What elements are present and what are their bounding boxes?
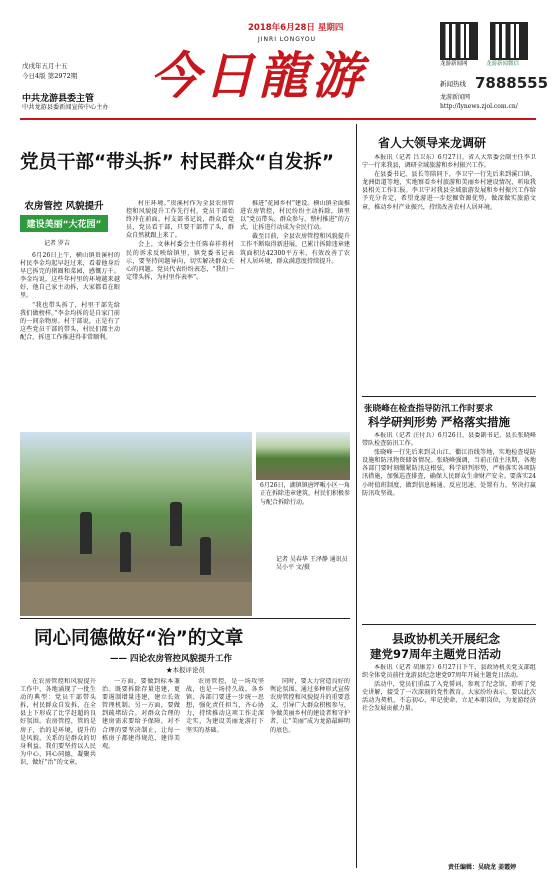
qr-caption-news-site: 龙游新闻网 <box>440 61 468 67</box>
article-1-body <box>362 154 536 394</box>
lead-paragraph: 截至目前，全县农房管控和风貌提升工作不断取得新进展，已累计拆除违章建筑面积达42300平方米，有效改善了农村人居环境，群众满意度持续提升。 <box>240 233 350 265</box>
article-2-lead: 本报讯（记者 汪付兵）6月26日，县委副书记、县长张晓峰带队检查防汛工作。 <box>362 432 536 448</box>
commentary-column-3 <box>186 678 264 872</box>
lead-paragraph: “我也带头拆了，村里干部先给我们做榜样。”李金均拆的是自家门前的一间杂物房。村干部说，正是有了这些党员干部的带头，村民们都主动配合，拆违工作推进得非常顺利。 <box>20 301 120 341</box>
sponsor: 中共龙游县委主管 <box>22 94 95 104</box>
commentary-column-2 <box>102 678 180 872</box>
hotline-label: 新闻热线 <box>440 80 466 88</box>
masthead-rule <box>20 118 536 120</box>
masthead-title: 今日龍游 <box>150 46 366 105</box>
article-2-paragraph: 张晓峰一行先后来到灵山江、衢江沿线等地，实地检查堤防设施和防汛物资储备情况。张晓峰强调，当前正值主汛期，各地各部门要时刻绷紧防汛这根弦，科学研判形势，严格落实各项防汛措施，加强巡查排查，确保人民群众生命财产安全。要落实24小时值班制度，做到信息畅通、反应迅速、处置有力，坚决打赢防汛攻坚战。 <box>362 449 536 497</box>
article-3-subtitle: 建党97周年主题党日活动 <box>370 647 502 661</box>
commentary-paragraph: 一方面，要做到标本兼治。既要拆除存量违建，更要遏制增量违建，建立长效管理机制。另一方面，要做到疏堵结合。对群众合理的建房需求要给予保障，对不合理的要坚决制止，让每一栋房子都建得规范、建得美观。 <box>102 678 180 750</box>
column-divider <box>356 124 357 868</box>
lead-byline: 记者 罗吉 <box>44 240 70 247</box>
qr-caption-wechat: 龙游新闻微信 <box>486 61 520 67</box>
lead-column-1 <box>20 252 120 432</box>
website-label: 龙游新闻网 <box>440 94 471 101</box>
lead-box-line1: 农房管控 风貌提升 <box>24 201 104 212</box>
lead-box-line2: 建设美丽“大花园” <box>20 215 108 232</box>
commentary-byline: ★本报评论员 <box>166 666 205 674</box>
divider <box>20 618 350 619</box>
editor-credit: 责任编辑：吴晓龙 姜霞婷 <box>448 864 517 871</box>
commentary-paragraph: 同时，要大力营造良好的舆论氛围。通过多种形式宣传农房管控和风貌提升的重要意义，引导广大群众积极参与，争做美丽乡村的建设者和守护者，让“美丽”成为龙游最鲜明的底色。 <box>270 678 350 734</box>
publisher: 中共龙游县委新闻宣传中心主办 <box>22 104 109 111</box>
lead-paragraph: 推进“花园乡村”建设。横山镇全面推进农房管控，村民纷纷主动拆除，镇里以“党员带头、群众参与、整村推进”的方式，让拆违行动成为全民行动。 <box>240 200 350 232</box>
commentary-column-1 <box>20 678 96 872</box>
issue-date: 2018年6月28日 星期四 <box>248 23 344 33</box>
article-3-title: 县政协机关开展纪念 <box>392 632 501 646</box>
article-1-title: 省人大领导来龙调研 <box>378 136 487 150</box>
lead-headline: 党员干部“带头拆” 村民群众“自发拆” <box>20 152 335 173</box>
commentary-paragraph: 农房管控，是一场攻坚战，也是一场持久战。各乡镇、各部门要进一步统一思想，强化责任担当，齐心协力，持续推动这项工作走深走实，为建设美丽龙游打下坚实的基础。 <box>186 678 264 734</box>
website-url[interactable]: http://lynews.zjol.com.cn/ <box>440 103 518 110</box>
masthead-pinyin: JINRI LONGYOU <box>258 36 317 43</box>
lead-paragraph: 村庄环境。”贵溪村作为全县农房管控和风貌提升工作先行村，党员干部始终冲在前面。村支部书记说，群众看党员，党员看干部，只要干部带了头，群众自然就跟上来了。 <box>126 200 234 240</box>
article-1-lead: 本报讯（记者 吕卫东）6月27日，省人大常委会副主任李卫宁一行来我县，调研全域旅游和乡村振兴工作。 <box>362 154 536 170</box>
commentary-subtitle: —— 四论农房管控风貌提升工作 <box>110 654 232 664</box>
photo-credit: 记者 吴春华 王泽静 通讯员 吴小平 文/摄 <box>276 556 348 572</box>
lead-photo <box>20 432 252 616</box>
article-2-subtitle: 科学研判形势 严格落实措施 <box>368 415 511 429</box>
photo-caption: 6月26日，湖镇镇唐坪畈小区一角正在拆除违章建筑，村民们积极参与配合拆除行动。 <box>260 482 351 506</box>
lead-column-2 <box>126 200 234 432</box>
article-2-body <box>362 432 536 620</box>
article-3-body <box>362 664 536 860</box>
divider <box>362 396 536 397</box>
article-2-title: 张晓峰在检查指导防汛工作时要求 <box>364 404 493 414</box>
lead-photo-inset <box>256 432 350 480</box>
qr-code-news-site <box>440 22 478 60</box>
commentary-paragraph: 在农房管控和风貌提升工作中，各地涌现了一批生动的典型：党员干部带头拆，村民群众自发拆，在全县上下形成了比学赶超的良好氛围。农房管控，管的是房子，治的是环境，提升的是风貌，关系的是群众的切身利益。我们要坚持以人民为中心，同心同德，凝聚共识，做好“治”的文章。 <box>20 678 96 766</box>
article-1-paragraph: 在县委书记、县长等陪同下，李卫宁一行先后来到溪口镇、龙洲街道等地，实地察看乡村旅游和美丽乡村建设情况，听取我县相关工作汇报。李卫宁对我县全域旅游发展和乡村振兴工作给予充分肯定，希望龙游进一步挖掘资源优势，做深做实旅游文章，推动乡村产业振兴，持续改善农村人居环境。 <box>362 171 536 211</box>
divider <box>362 624 536 625</box>
article-3-paragraph: 活动中，党员们重温了入党誓词，参观了纪念馆，聆听了党史讲解，接受了一次深刻的党性教育。大家纷纷表示，要以此次活动为契机，不忘初心、牢记使命，立足本职岗位，为龙游经济社会发展贡献力量。 <box>362 681 536 713</box>
commentary-column-4 <box>270 678 350 872</box>
qr-code-wechat <box>490 22 528 60</box>
lead-column-3 <box>240 200 350 428</box>
hotline-number: 7888555 <box>475 74 549 92</box>
commentary-headline: 同心同德做好“治”的文章 <box>34 628 244 649</box>
lunar-date: 戊戌年五月十五 <box>22 62 68 70</box>
lead-box <box>20 198 108 234</box>
lead-paragraph: 6月26日上午，横山镇贵溪村的村民李金均起早赶过来，看着他身后早已拆完的猪圈和菜园，感慨万千。李金均说，这些年村里的环境越来越好，他自己家主动拆，大家都看在眼里。 <box>20 252 120 300</box>
issue-number: 今日4版 第2972期 <box>22 72 78 80</box>
article-3-lead: 本报讯（记者 胡康芳）6月27日下午，县政协机关党支部组织全体党员前往龙游县纪念建党97周年开展主题党日活动。 <box>362 664 536 680</box>
lead-paragraph: 会上，文林村委会主任陈春祥将村民的诉求反映给镇里，镇党委书记表示，要坚持问题导向，切实解决群众关心的问题。党员代表纷纷表态，“我们一定带头拆，为村里作表率”。 <box>126 241 234 281</box>
